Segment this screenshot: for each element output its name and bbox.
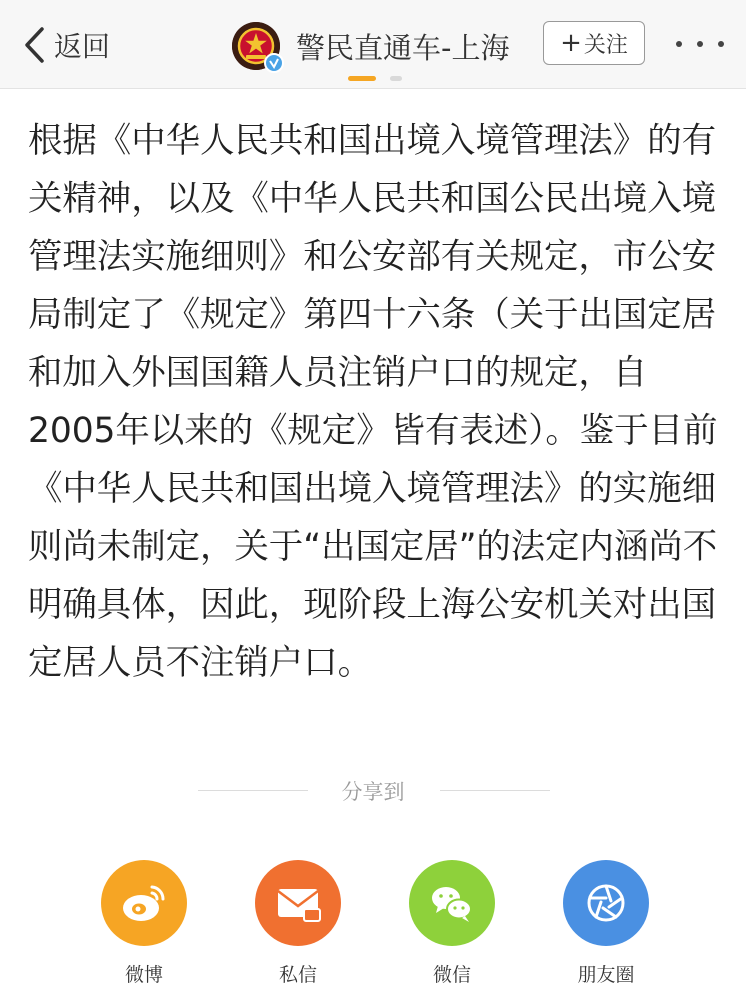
account-header[interactable]: [232, 18, 509, 74]
share-weibo-button[interactable]: [99, 860, 189, 987]
divider-line: [440, 790, 550, 791]
aperture-icon: [563, 860, 649, 946]
article-body: 根据《中华人民共和国出境入境管理法》的有关精神，以及《中华人民共和国公民出境入境管理法实施细则》和公安部有关规定，市公安局制定了《规定》第四十六条（关于出国定居和加入外国国籍人员注销户口的规定，自2005年以来的《规定》皆有表述）。鉴于目前《中华人民共和国出境入境管理法》的实施细则尚未制定，关于“出国定居”的法定内涵尚不明确具体，因此，现阶段上海公安机关对出国定居人员不注销户口。: [28, 121, 718, 683]
share-weibo-label: 微博: [124, 964, 163, 986]
share-message-label: 私信: [278, 964, 317, 986]
page-indicator-active: [348, 76, 376, 81]
share-moments-label: 朋友圈: [577, 964, 635, 986]
follow-button[interactable]: [543, 21, 645, 65]
wechat-icon: [409, 860, 495, 946]
page-indicator: [348, 76, 402, 81]
back-label: 返回: [54, 30, 111, 63]
more-options-button[interactable]: [676, 34, 724, 54]
chevron-left-icon: [22, 26, 48, 64]
account-name: 警民直通车-上海: [296, 30, 510, 65]
plus-icon: +: [560, 28, 582, 58]
share-wechat-button[interactable]: [407, 860, 497, 987]
more-dot-icon: [697, 41, 703, 47]
share-message-button[interactable]: [253, 860, 343, 987]
top-bar: [0, 0, 746, 89]
back-button[interactable]: [22, 22, 110, 68]
share-wechat-label: 微信: [432, 964, 471, 986]
more-dot-icon: [676, 41, 682, 47]
verified-badge-icon: [264, 53, 284, 73]
follow-label: 关注: [583, 32, 628, 58]
avatar[interactable]: [232, 22, 280, 70]
share-divider: [0, 770, 746, 810]
envelope-icon: [255, 860, 341, 946]
page-indicator-inactive: [390, 76, 402, 81]
weibo-icon: [101, 860, 187, 946]
share-moments-button[interactable]: [561, 860, 651, 987]
more-dot-icon: [718, 41, 724, 47]
share-title: 分享到: [341, 780, 405, 804]
